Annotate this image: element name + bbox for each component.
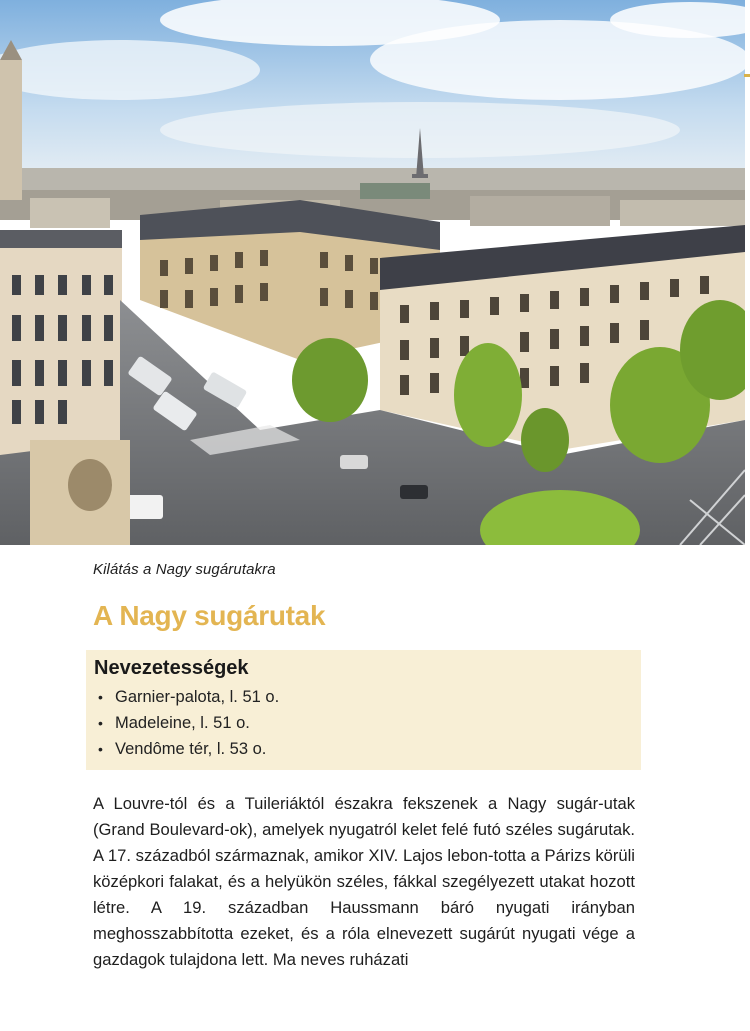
sights-box bbox=[86, 650, 641, 770]
body-paragraph: A Louvre-tól és a Tuileriáktól északra fekszenek a Nagy sugár-utak (Grand Boulevard-ok), amelyek nyugatról kelet felé futó széles sugárutak. A 17. századból származnak, amikor XIV. Lajos lebon-totta a Párizs körüli középkori falakat, és a helyükön széles, fákkal szegélyezett utakat hozott létre. A 19. században Haussmann báró nyugati irányban meghosszabbította ezeket, és a róla elnevezett sugárút nyugati vége a gazdagok tulajdona lett. Ma neves ruházati bbox=[93, 794, 635, 969]
sights-list bbox=[94, 684, 641, 762]
list-item bbox=[94, 684, 641, 710]
sight-label: Vendôme tér, l. 53 o. bbox=[115, 740, 267, 758]
bullet-icon: • bbox=[98, 741, 103, 757]
sight-label: Madeleine, l. 51 o. bbox=[115, 714, 250, 732]
bullet-icon: • bbox=[98, 689, 103, 705]
section-title: A Nagy sugárutak bbox=[93, 600, 326, 631]
sight-label: Garnier-palota, l. 51 o. bbox=[115, 688, 280, 706]
list-item bbox=[94, 736, 641, 762]
accent-tick bbox=[744, 74, 750, 77]
sights-heading: Nevezetességek bbox=[94, 657, 249, 679]
photo-caption: Kilátás a Nagy sugárutakra bbox=[93, 561, 276, 578]
bullet-icon: • bbox=[98, 715, 103, 731]
list-item bbox=[94, 710, 641, 736]
